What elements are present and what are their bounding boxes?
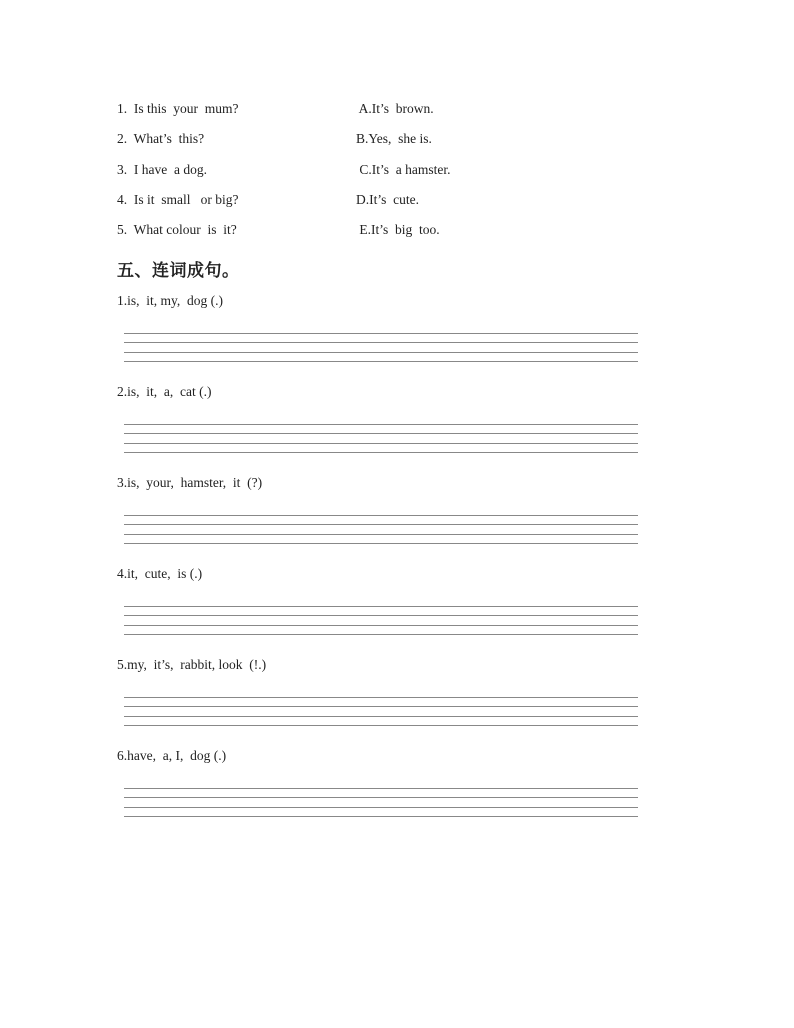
matching-question: 3. I have a dog. bbox=[117, 162, 207, 177]
matching-answer: D.It’s cute. bbox=[356, 192, 419, 207]
matching-row-3 bbox=[0, 162, 794, 184]
writing-lines[interactable] bbox=[124, 424, 638, 454]
matching-row-2 bbox=[0, 131, 794, 153]
matching-answer: C.It’s a hamster. bbox=[356, 162, 451, 177]
matching-answer: A.It’s brown. bbox=[356, 101, 434, 116]
matching-answer: B.Yes, she is. bbox=[356, 131, 432, 146]
matching-question: 2. What’s this? bbox=[117, 131, 205, 146]
writing-lines[interactable] bbox=[124, 788, 638, 818]
matching-row-1 bbox=[0, 101, 794, 123]
task-prompt: 6.have, a, I, dog (.) bbox=[117, 748, 227, 763]
matching-question: 4. Is it small or big? bbox=[117, 192, 239, 207]
section-heading: 五、连词成句。 bbox=[117, 261, 240, 281]
writing-lines[interactable] bbox=[124, 606, 638, 636]
writing-lines[interactable] bbox=[124, 515, 638, 545]
task-prompt: 1.is, it, my, dog (.) bbox=[117, 293, 223, 308]
matching-row-5 bbox=[0, 222, 794, 244]
matching-question: 5. What colour is it? bbox=[117, 222, 237, 237]
task-prompt: 2.is, it, a, cat (.) bbox=[117, 384, 212, 399]
task-prompt: 4.it, cute, is (.) bbox=[117, 566, 203, 581]
matching-answer: E.It’s big too. bbox=[356, 222, 440, 237]
matching-row-4 bbox=[0, 192, 794, 214]
matching-question: 1. Is this your mum? bbox=[117, 101, 239, 116]
task-prompt: 3.is, your, hamster, it (?) bbox=[117, 475, 263, 490]
writing-lines[interactable] bbox=[124, 333, 638, 363]
writing-lines[interactable] bbox=[124, 697, 638, 727]
task-prompt: 5.my, it’s, rabbit, look (!.) bbox=[117, 657, 267, 672]
